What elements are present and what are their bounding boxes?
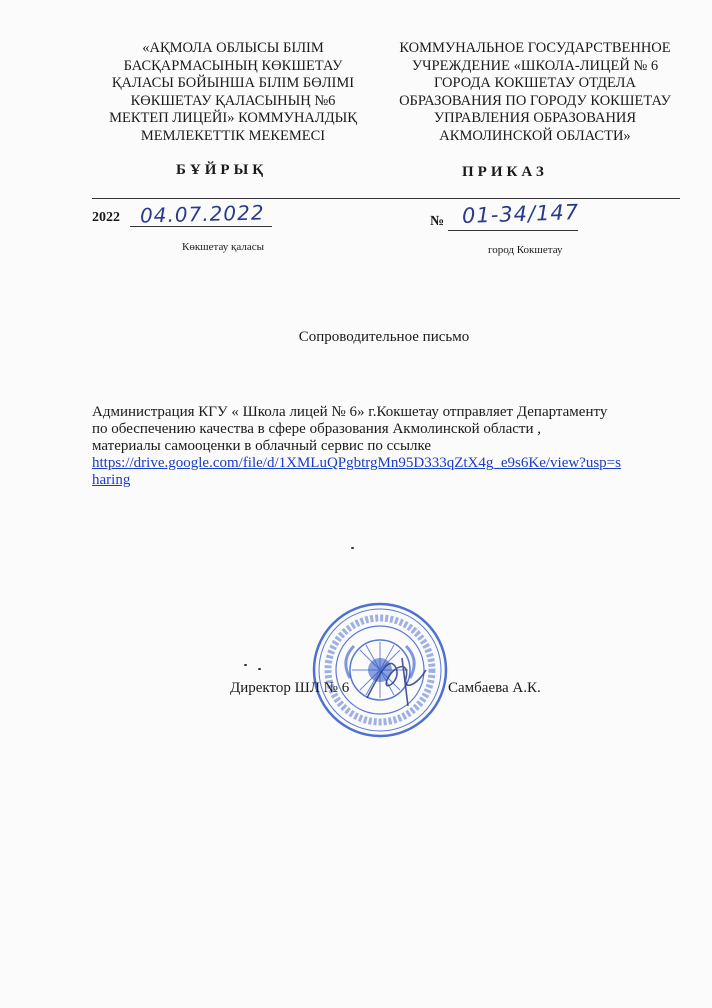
order-title-kz: БҰЙРЫҚ xyxy=(176,162,268,178)
city-ru: город Кокшетау xyxy=(488,244,563,256)
header-kz-line: МЕКТЕП ЛИЦЕЙІ» КОММУНАЛДЫҚ xyxy=(109,110,357,127)
header-kz-line: «АҚМОЛА ОБЛЫСЫ БІЛІМ xyxy=(142,40,324,56)
header-ru-line: УПРАВЛЕНИЯ ОБРАЗОВАНИЯ xyxy=(433,110,637,127)
header-divider xyxy=(92,198,680,199)
header-kz-line: ҚАЛАСЫ БОЙЫНША БІЛІМ БӨЛІМІ xyxy=(111,75,355,92)
drive-link-continuation[interactable]: haring xyxy=(92,472,131,488)
header-ru xyxy=(380,40,690,146)
director-title: Директор ШЛ № 6 xyxy=(230,680,350,696)
number-sign: № xyxy=(430,214,445,229)
document-body xyxy=(92,404,692,489)
header-kz xyxy=(88,40,378,146)
body-line: материалы самооценки в облачный сервис по ссылке xyxy=(92,438,432,454)
body-line: Администрация КГУ « Школа лицей № 6» г.Кокшетау отправляет Департаменту xyxy=(92,404,608,420)
header-ru-line: КОММУНАЛЬНОЕ ГОСУДАРСТВЕННОЕ xyxy=(399,40,671,56)
order-title-ru: ПРИКАЗ xyxy=(462,164,548,180)
handwritten-signature-icon xyxy=(362,648,442,708)
header-ru-line: ГОРОДА КОКШЕТАУ ОТДЕЛА xyxy=(434,75,636,92)
city-kz: Көкшетау қаласы xyxy=(182,241,265,253)
scan-speck xyxy=(244,664,247,666)
order-year: 2022 xyxy=(92,210,120,225)
order-date-handwritten: 04.07.2022 xyxy=(139,200,265,228)
header-kz-line: БАСҚАРМАСЫНЫҢ КӨКШЕТАУ xyxy=(123,57,343,74)
drive-link[interactable]: https://drive.google.com/file/d/1XMLuQPgbtrgMn95D333qZtX4g_e9s6Ke/view?usp=s xyxy=(92,455,621,471)
scan-speck xyxy=(351,547,354,549)
header-kz-line: КӨКШЕТАУ ҚАЛАСЫНЫҢ №6 xyxy=(130,92,336,109)
header-ru-line: ОБРАЗОВАНИЯ ПО ГОРОДУ КОКШЕТАУ xyxy=(399,92,671,109)
order-number-handwritten: 01-34/147 xyxy=(461,199,580,229)
header-ru-line: УЧРЕЖДЕНИЕ «ШКОЛА-ЛИЦЕЙ № 6 xyxy=(411,57,659,74)
scan-speck xyxy=(258,668,261,670)
header-kz-line: МЕМЛЕКЕТТІК МЕКЕМЕСІ xyxy=(140,127,326,144)
header-ru-line: АКМОЛИНСКОЙ ОБЛАСТИ» xyxy=(439,127,631,144)
document-title: Сопроводительное письмо xyxy=(298,329,470,345)
body-line: по обеспечению качества в сфере образования Акмолинской области , xyxy=(92,421,542,437)
number-underline xyxy=(448,230,578,231)
director-name: Самбаева А.К. xyxy=(448,680,541,696)
